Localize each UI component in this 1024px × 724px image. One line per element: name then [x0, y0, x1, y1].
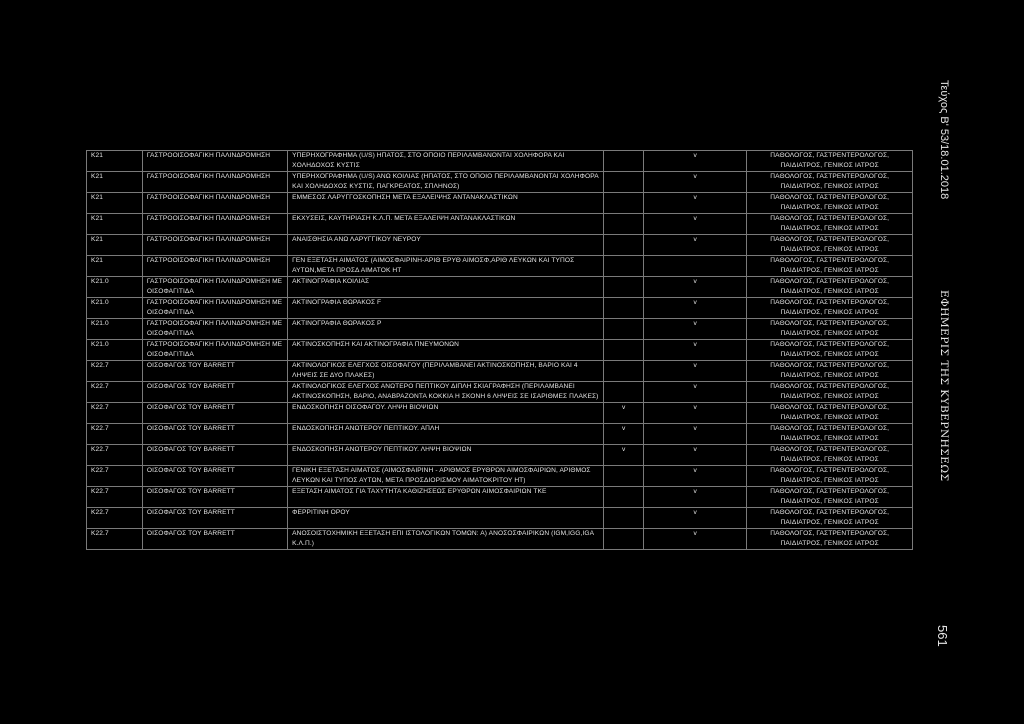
row-category: ΟΙΣΟΦΑΓΟΣ ΤΟΥ BARRETT [142, 529, 287, 550]
row-mark-2: v [644, 382, 747, 403]
row-mark-2: v [644, 508, 747, 529]
row-exam: ΕΝΔΟΣΚΟΠΗΣΗ ΑΝΩΤΕΡΟΥ ΠΕΠΤΙΚΟΥ. ΛΗΨΗ ΒΙΟΨΙΩΝ [288, 445, 604, 466]
row-mark-2: v [644, 403, 747, 424]
row-code: Κ21 [87, 256, 143, 277]
row-code: Κ22.7 [87, 403, 143, 424]
row-category: ΟΙΣΟΦΑΓΟΣ ΤΟΥ BARRETT [142, 382, 287, 403]
table-row [87, 508, 913, 529]
row-exam: ΕΚΧΥΣΕΙΣ, ΚΑΥΤΗΡΙΑΣΗ Κ.Λ.Π. ΜΕΤΑ ΕΞΑΛΕΙΨΗ ΑΝΤΑΝΑΚΛΑΣΤΙΚΩΝ [288, 214, 604, 235]
row-category: ΓΑΣΤΡΟΟΙΣΟΦΑΓΙΚΗ ΠΑΛΙΝΔΡΟΜΗΣΗ [142, 151, 287, 172]
row-mark-1 [604, 298, 644, 319]
row-category: ΟΙΣΟΦΑΓΟΣ ΤΟΥ BARRETT [142, 487, 287, 508]
row-specialty: ΠΑΘΟΛΟΓΟΣ, ΓΑΣΤΡΕΝΤΕΡΟΛΟΓΟΣ, ΠΑΙΔΙΑΤΡΟΣ, ΓΕΝΙΚΟΣ ΙΑΤΡΟΣ [747, 529, 913, 550]
row-mark-1 [604, 340, 644, 361]
table-row [87, 235, 913, 256]
table-row [87, 172, 913, 193]
row-exam: ΑΚΤΙΝΟΓΡΑΦΙΑ ΘΩΡΑΚΟΣ Ρ [288, 319, 604, 340]
row-mark-2: v [644, 193, 747, 214]
row-mark-1 [604, 193, 644, 214]
row-code: Κ21.0 [87, 319, 143, 340]
table-row [87, 214, 913, 235]
exam-table-body [87, 151, 913, 550]
row-code: Κ21 [87, 151, 143, 172]
row-mark-2: v [644, 445, 747, 466]
row-code: Κ22.7 [87, 508, 143, 529]
row-specialty: ΠΑΘΟΛΟΓΟΣ, ΓΑΣΤΡΕΝΤΕΡΟΛΟΓΟΣ, ΠΑΙΔΙΑΤΡΟΣ, ΓΕΝΙΚΟΣ ΙΑΤΡΟΣ [747, 508, 913, 529]
row-specialty: ΠΑΘΟΛΟΓΟΣ, ΓΑΣΤΡΕΝΤΕΡΟΛΟΓΟΣ, ΠΑΙΔΙΑΤΡΟΣ, ΓΕΝΙΚΟΣ ΙΑΤΡΟΣ [747, 382, 913, 403]
table-row [87, 424, 913, 445]
row-exam: ΥΠΕΡΗΧΟΓΡΑΦΗΜΑ (U/S) ΑΝΩ ΚΟΙΛΙΑΣ (ΗΠΑΤΟΣ, ΣΤΟ ΟΠΟΙΟ ΠΕΡΙΛΑΜΒΑΝΟΝΤΑΙ ΧΟΛΗΦΟΡΑ ΚΑΙ ΧΟΛΗΔΟΧΟΣ ΚΥΣΤΙΣ, ΠΑΓΚΡΕΑΤΟΣ, ΣΠΛΗΝΟΣ) [288, 172, 604, 193]
table-row [87, 361, 913, 382]
row-mark-1 [604, 151, 644, 172]
row-specialty: ΠΑΘΟΛΟΓΟΣ, ΓΑΣΤΡΕΝΤΕΡΟΛΟΓΟΣ, ΠΑΙΔΙΑΤΡΟΣ, ΓΕΝΙΚΟΣ ΙΑΤΡΟΣ [747, 340, 913, 361]
row-code: Κ22.7 [87, 487, 143, 508]
row-code: Κ21 [87, 235, 143, 256]
row-mark-1 [604, 172, 644, 193]
row-mark-2: v [644, 424, 747, 445]
journal-title [930, 290, 954, 482]
row-exam: ΕΝΔΟΣΚΟΠΗΣΗ ΟΙΣΟΦΑΓΟΥ. ΛΗΨΗ ΒΙΟΨΙΩΝ [288, 403, 604, 424]
row-code: Κ21.0 [87, 298, 143, 319]
row-category: ΟΙΣΟΦΑΓΟΣ ΤΟΥ BARRETT [142, 445, 287, 466]
row-code: Κ21 [87, 193, 143, 214]
row-category: ΓΑΣΤΡΟΟΙΣΟΦΑΓΙΚΗ ΠΑΛΙΝΔΡΟΜΗΣΗ ΜΕ ΟΙΣΟΦΑΓΙΤΙΔΑ [142, 340, 287, 361]
row-mark-1 [604, 466, 644, 487]
table-row [87, 298, 913, 319]
row-code: Κ21 [87, 172, 143, 193]
row-mark-2: v [644, 298, 747, 319]
row-mark-1: v [604, 403, 644, 424]
row-mark-1: v [604, 445, 644, 466]
row-category: ΓΑΣΤΡΟΟΙΣΟΦΑΓΙΚΗ ΠΑΛΙΝΔΡΟΜΗΣΗ [142, 256, 287, 277]
row-mark-1: v [604, 424, 644, 445]
row-category: ΓΑΣΤΡΟΟΙΣΟΦΑΓΙΚΗ ΠΑΛΙΝΔΡΟΜΗΣΗ [142, 193, 287, 214]
issue-header [934, 80, 952, 200]
table-row [87, 319, 913, 340]
row-mark-2: v [644, 172, 747, 193]
table-row [87, 466, 913, 487]
row-category: ΓΑΣΤΡΟΟΙΣΟΦΑΓΙΚΗ ΠΑΛΙΝΔΡΟΜΗΣΗ [142, 214, 287, 235]
row-exam: ΑΚΤΙΝΟΓΡΑΦΙΑ ΘΩΡΑΚΟΣ F [288, 298, 604, 319]
row-code: Κ22.7 [87, 361, 143, 382]
table-row [87, 382, 913, 403]
row-mark-2: v [644, 277, 747, 298]
row-specialty: ΠΑΘΟΛΟΓΟΣ, ΓΑΣΤΡΕΝΤΕΡΟΛΟΓΟΣ, ΠΑΙΔΙΑΤΡΟΣ, ΓΕΝΙΚΟΣ ΙΑΤΡΟΣ [747, 235, 913, 256]
row-specialty: ΠΑΘΟΛΟΓΟΣ, ΓΑΣΤΡΕΝΤΕΡΟΛΟΓΟΣ, ΠΑΙΔΙΑΤΡΟΣ, ΓΕΝΙΚΟΣ ΙΑΤΡΟΣ [747, 466, 913, 487]
row-specialty: ΠΑΘΟΛΟΓΟΣ, ΓΑΣΤΡΕΝΤΕΡΟΛΟΓΟΣ, ΠΑΙΔΙΑΤΡΟΣ, ΓΕΝΙΚΟΣ ΙΑΤΡΟΣ [747, 403, 913, 424]
row-code: Κ21 [87, 214, 143, 235]
row-mark-1 [604, 487, 644, 508]
row-mark-1 [604, 508, 644, 529]
page-number [934, 625, 952, 655]
row-mark-2: v [644, 361, 747, 382]
row-category: ΓΑΣΤΡΟΟΙΣΟΦΑΓΙΚΗ ΠΑΛΙΝΔΡΟΜΗΣΗ ΜΕ ΟΙΣΟΦΑΓΙΤΙΔΑ [142, 298, 287, 319]
row-exam: ΑΝΑΙΣΘΗΣΙΑ ΑΝΩ ΛΑΡΥΓΓΙΚΟΥ ΝΕΥΡΟΥ [288, 235, 604, 256]
row-specialty: ΠΑΘΟΛΟΓΟΣ, ΓΑΣΤΡΕΝΤΕΡΟΛΟΓΟΣ, ΠΑΙΔΙΑΤΡΟΣ, ΓΕΝΙΚΟΣ ΙΑΤΡΟΣ [747, 298, 913, 319]
row-specialty: ΠΑΘΟΛΟΓΟΣ, ΓΑΣΤΡΕΝΤΕΡΟΛΟΓΟΣ, ΠΑΙΔΙΑΤΡΟΣ, ΓΕΝΙΚΟΣ ΙΑΤΡΟΣ [747, 445, 913, 466]
row-code: Κ22.7 [87, 424, 143, 445]
row-mark-2: v [644, 214, 747, 235]
row-specialty: ΠΑΘΟΛΟΓΟΣ, ΓΑΣΤΡΕΝΤΕΡΟΛΟΓΟΣ, ΠΑΙΔΙΑΤΡΟΣ, ΓΕΝΙΚΟΣ ΙΑΤΡΟΣ [747, 277, 913, 298]
row-category: ΟΙΣΟΦΑΓΟΣ ΤΟΥ BARRETT [142, 508, 287, 529]
table-row [87, 529, 913, 550]
row-mark-1 [604, 277, 644, 298]
row-exam: ΑΚΤΙΝΟΛΟΓΙΚΟΣ ΕΛΕΓΧΟΣ ΟΙΣΟΦΑΓΟΥ (ΠΕΡΙΛΑΜΒΑΝΕΙ ΑΚΤΙΝΟΣΚΟΠΗΣΗ, ΒΑΡΙΟ ΚΑΙ 4 ΛΗΨΕΙΣ ΣΕ ΔΥΟ ΠΛΑΚΕΣ) [288, 361, 604, 382]
table-row [87, 193, 913, 214]
page-number-text: 561 [935, 625, 950, 647]
row-exam: ΕΝΔΟΣΚΟΠΗΣΗ ΑΝΩΤΕΡΟΥ ΠΕΠΤΙΚΟΥ. ΑΠΛΗ [288, 424, 604, 445]
row-mark-2: v [644, 319, 747, 340]
row-specialty: ΠΑΘΟΛΟΓΟΣ, ΓΑΣΤΡΕΝΤΕΡΟΛΟΓΟΣ, ΠΑΙΔΙΑΤΡΟΣ, ΓΕΝΙΚΟΣ ΙΑΤΡΟΣ [747, 256, 913, 277]
row-mark-1 [604, 319, 644, 340]
table-row [87, 340, 913, 361]
table-row [87, 151, 913, 172]
table-row [87, 487, 913, 508]
row-code: Κ22.7 [87, 382, 143, 403]
row-specialty: ΠΑΘΟΛΟΓΟΣ, ΓΑΣΤΡΕΝΤΕΡΟΛΟΓΟΣ, ΠΑΙΔΙΑΤΡΟΣ, ΓΕΝΙΚΟΣ ΙΑΤΡΟΣ [747, 172, 913, 193]
row-category: ΓΑΣΤΡΟΟΙΣΟΦΑΓΙΚΗ ΠΑΛΙΝΔΡΟΜΗΣΗ [142, 235, 287, 256]
row-category: ΓΑΣΤΡΟΟΙΣΟΦΑΓΙΚΗ ΠΑΛΙΝΔΡΟΜΗΣΗ [142, 172, 287, 193]
issue-header-text: Τεύχος Β' 53/18.01.2018 [938, 80, 950, 200]
row-specialty: ΠΑΘΟΛΟΓΟΣ, ΓΑΣΤΡΕΝΤΕΡΟΛΟΓΟΣ, ΠΑΙΔΙΑΤΡΟΣ, ΓΕΝΙΚΟΣ ΙΑΤΡΟΣ [747, 487, 913, 508]
row-exam: ΦΕΡΡΙΤΙΝΗ ΟΡΟΥ [288, 508, 604, 529]
row-exam: ΑΚΤΙΝΟΛΟΓΙΚΟΣ ΕΛΕΓΧΟΣ ΑΝΩΤΕΡΟ ΠΕΠΤΙΚΟΥ ΔΙΠΛΗ ΣΚΙΑΓΡΑΦΗΣΗ (ΠΕΡΙΛΑΜΒΑΝΕΙ ΑΚΤΙΝΟΣΚΟΠΗΣΗ, ΒΑΡΙΟ, ΑΝΑΒΡΑΖΟΝΤΑ ΚΟΚΚΙΑ Η ΣΚΟΝΗ 6 ΛΗΨΕΙΣ ΣΕ ΙΣΑΡΙΘΜΕΣ ΠΛΑΚΕΣ) [288, 382, 604, 403]
table-row [87, 403, 913, 424]
row-specialty: ΠΑΘΟΛΟΓΟΣ, ΓΑΣΤΡΕΝΤΕΡΟΛΟΓΟΣ, ΠΑΙΔΙΑΤΡΟΣ, ΓΕΝΙΚΟΣ ΙΑΤΡΟΣ [747, 319, 913, 340]
row-code: Κ21.0 [87, 277, 143, 298]
row-specialty: ΠΑΘΟΛΟΓΟΣ, ΓΑΣΤΡΕΝΤΕΡΟΛΟΓΟΣ, ΠΑΙΔΙΑΤΡΟΣ, ΓΕΝΙΚΟΣ ΙΑΤΡΟΣ [747, 424, 913, 445]
row-mark-1 [604, 235, 644, 256]
row-mark-2: v [644, 340, 747, 361]
row-mark-1 [604, 529, 644, 550]
row-exam: ΑΚΤΙΝΟΣΚΟΠΗΣΗ ΚΑΙ ΑΚΤΙΝΟΓΡΑΦΙΑ ΠΝΕΥΜΟΝΩΝ [288, 340, 604, 361]
exam-table [86, 150, 913, 550]
row-mark-2: v [644, 529, 747, 550]
row-exam: ΕΜΜΕΣΟΣ ΛΑΡΥΓΓΟΣΚΟΠΗΣΗ ΜΕΤΑ ΕΞΑΛΕΙΨΗΣ ΑΝΤΑΝΑΚΛΑΣΤΙΚΩΝ [288, 193, 604, 214]
row-mark-1 [604, 256, 644, 277]
row-mark-2: v [644, 487, 747, 508]
row-code: Κ21.0 [87, 340, 143, 361]
row-specialty: ΠΑΘΟΛΟΓΟΣ, ΓΑΣΤΡΕΝΤΕΡΟΛΟΓΟΣ, ΠΑΙΔΙΑΤΡΟΣ, ΓΕΝΙΚΟΣ ΙΑΤΡΟΣ [747, 361, 913, 382]
row-exam: ΕΞΕΤΑΣΗ ΑΙΜΑΤΟΣ ΓΙΑ ΤΑΧΥΤΗΤΑ ΚΑΘΙΖΗΣΕΩΣ ΕΡΥΘΡΩΝ ΑΙΜΟΣΦΑΙΡΙΩΝ ΤΚΕ [288, 487, 604, 508]
row-exam: ΑΚΤΙΝΟΓΡΑΦΙΑ ΚΟΙΛΙΑΣ [288, 277, 604, 298]
row-exam: ΑΝΟΣΟΙΣΤΟΧΗΜΙΚΗ ΕΞΕΤΑΣΗ ΕΠΙ ΙΣΤΟΛΟΓΙΚΩΝ ΤΟΜΩΝ: Α) ΑΝΟΣΟΣΦΑΙΡΙΚΩΝ (IGM,IGG,IGA Κ.Λ.Π.) [288, 529, 604, 550]
row-mark-2: v [644, 235, 747, 256]
row-category: ΓΑΣΤΡΟΟΙΣΟΦΑΓΙΚΗ ΠΑΛΙΝΔΡΟΜΗΣΗ ΜΕ ΟΙΣΟΦΑΓΙΤΙΔΑ [142, 277, 287, 298]
row-category: ΓΑΣΤΡΟΟΙΣΟΦΑΓΙΚΗ ΠΑΛΙΝΔΡΟΜΗΣΗ ΜΕ ΟΙΣΟΦΑΓΙΤΙΔΑ [142, 319, 287, 340]
row-category: ΟΙΣΟΦΑΓΟΣ ΤΟΥ BARRETT [142, 361, 287, 382]
table-row [87, 277, 913, 298]
row-specialty: ΠΑΘΟΛΟΓΟΣ, ΓΑΣΤΡΕΝΤΕΡΟΛΟΓΟΣ, ΠΑΙΔΙΑΤΡΟΣ, ΓΕΝΙΚΟΣ ΙΑΤΡΟΣ [747, 193, 913, 214]
row-code: Κ22.7 [87, 445, 143, 466]
row-exam: ΓΕΝΙΚΗ ΕΞΕΤΑΣΗ ΑΙΜΑΤΟΣ (ΑΙΜΟΣΦΑΙΡΙΝΗ - ΑΡΙΘΜΟΣ ΕΡΥΘΡΩΝ ΑΙΜΟΣΦΑΙΡΙΩΝ, ΑΡΙΘΜΟΣ ΛΕΥΚΩΝ ΚΑΙ ΤΥΠΟΣ ΑΥΤΩΝ, ΜΕΤΑ ΠΡΟΣΔΙΟΡΙΣΜΟΥ ΑΙΜΑΤΟΚΡΙΤΟΥ ΗΤ) [288, 466, 604, 487]
row-category: ΟΙΣΟΦΑΓΟΣ ΤΟΥ BARRETT [142, 403, 287, 424]
row-category: ΟΙΣΟΦΑΓΟΣ ΤΟΥ BARRETT [142, 466, 287, 487]
row-mark-1 [604, 361, 644, 382]
row-mark-1 [604, 382, 644, 403]
row-specialty: ΠΑΘΟΛΟΓΟΣ, ΓΑΣΤΡΕΝΤΕΡΟΛΟΓΟΣ, ΠΑΙΔΙΑΤΡΟΣ, ΓΕΝΙΚΟΣ ΙΑΤΡΟΣ [747, 214, 913, 235]
row-mark-2 [644, 256, 747, 277]
row-code: Κ22.7 [87, 466, 143, 487]
row-mark-2: v [644, 466, 747, 487]
table-row [87, 256, 913, 277]
journal-title-text: ΕΦΗΜΕΡΙΣ ΤΗΣ ΚΥΒΕΡΝΗΣΕΩΣ [938, 290, 950, 482]
row-specialty: ΠΑΘΟΛΟΓΟΣ, ΓΑΣΤΡΕΝΤΕΡΟΛΟΓΟΣ, ΠΑΙΔΙΑΤΡΟΣ, ΓΕΝΙΚΟΣ ΙΑΤΡΟΣ [747, 151, 913, 172]
row-exam: ΓΕΝ ΕΞΕΤΑΣΗ ΑΙΜΑΤΟΣ (ΑΙΜΟΣΦΑΙΡΙΝΗ-ΑΡΙΘ ΕΡΥΘ ΑΙΜΟΣΦ,ΑΡΙΘ ΛΕΥΚΩΝ ΚΑΙ ΤΥΠΟΣ ΑΥΤΩΝ,ΜΕΤΑ ΠΡΟΣΔ ΑΙΜΑΤΟΚ ΗΤ [288, 256, 604, 277]
table-row [87, 445, 913, 466]
row-category: ΟΙΣΟΦΑΓΟΣ ΤΟΥ BARRETT [142, 424, 287, 445]
row-mark-2: v [644, 151, 747, 172]
row-code: Κ22.7 [87, 529, 143, 550]
row-mark-1 [604, 214, 644, 235]
row-exam: ΥΠΕΡΗΧΟΓΡΑΦΗΜΑ (U/S) ΗΠΑΤΟΣ, ΣΤΟ ΟΠΟΙΟ ΠΕΡΙΛΑΜΒΑΝΟΝΤΑΙ ΧΟΛΗΦΟΡΑ ΚΑΙ ΧΟΛΗΔΟΧΟΣ ΚΥΣΤΙΣ [288, 151, 604, 172]
